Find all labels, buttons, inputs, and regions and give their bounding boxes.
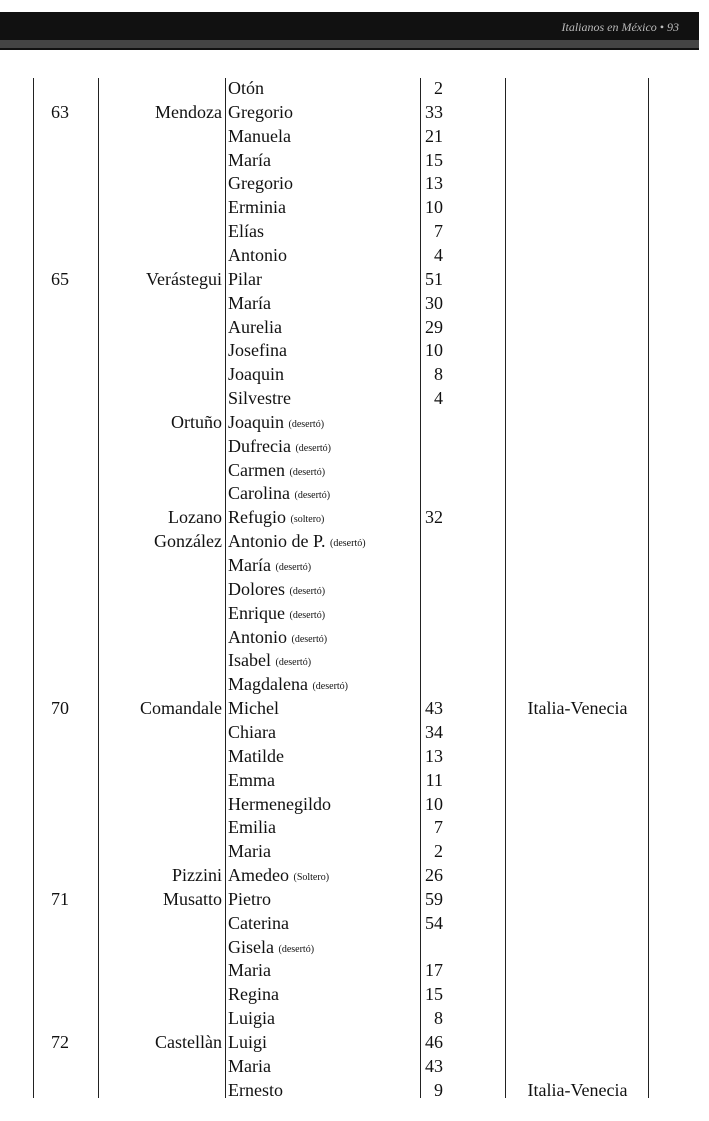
first-name xyxy=(228,1030,267,1054)
origin-place: Italia-Venecia xyxy=(527,1079,628,1100)
first-name-text: Amedeo xyxy=(228,865,289,886)
table-row xyxy=(0,410,709,434)
entry-number: 72 xyxy=(51,1032,69,1052)
first-name-text: Antonio de P. xyxy=(228,531,326,552)
table-row xyxy=(0,267,709,291)
status-note: (Soltero) xyxy=(293,872,330,884)
first-name-text: Carmen xyxy=(228,459,285,480)
family-name: Pizzini xyxy=(172,865,222,886)
first-name xyxy=(228,100,293,124)
table-row xyxy=(0,505,709,529)
table-row xyxy=(0,171,709,195)
entry-number: 63 xyxy=(51,101,69,122)
first-name xyxy=(228,219,264,243)
first-name-text: Maria xyxy=(228,1055,271,1076)
table-row xyxy=(0,100,709,124)
table-row xyxy=(0,458,709,482)
first-name-text: Carolina xyxy=(228,483,290,504)
age: 30 xyxy=(425,292,443,313)
age: 4 xyxy=(434,244,443,265)
first-name xyxy=(228,1054,271,1078)
table-row xyxy=(0,362,709,386)
first-name-text: María xyxy=(228,292,271,313)
first-name xyxy=(228,315,282,339)
family-name: Lozano xyxy=(168,507,222,528)
first-name xyxy=(228,338,287,362)
first-name xyxy=(228,243,287,267)
first-name-text: Isabel xyxy=(228,650,271,671)
status-note: (soltero) xyxy=(290,514,325,526)
first-name xyxy=(228,768,275,792)
age: 46 xyxy=(425,1032,443,1052)
age: 33 xyxy=(425,101,443,122)
table-row xyxy=(0,696,709,720)
age: 15 xyxy=(425,984,443,1005)
first-name-text: Pilar xyxy=(228,268,262,289)
age: 26 xyxy=(425,865,443,886)
first-name-text: María xyxy=(228,555,271,575)
first-name xyxy=(228,720,276,744)
first-name xyxy=(228,148,271,172)
status-note: (desertó) xyxy=(291,633,328,645)
first-name-text: Erminia xyxy=(228,197,286,218)
first-name-text: Gregorio xyxy=(228,101,293,122)
age: 43 xyxy=(425,1055,443,1076)
table-row xyxy=(0,291,709,315)
first-name-text: Antonio xyxy=(228,244,288,265)
table-row xyxy=(0,1078,709,1102)
first-name xyxy=(228,839,271,863)
first-name-text: Emilia xyxy=(228,817,276,838)
origin-place: Italia-Venecia xyxy=(527,698,628,719)
table-row xyxy=(0,958,709,982)
age: 34 xyxy=(425,721,443,742)
table-row xyxy=(0,720,709,744)
age: 15 xyxy=(425,149,443,170)
first-name-text: Silvestre xyxy=(228,388,291,409)
first-name-text: Antonio xyxy=(228,626,288,647)
first-name-text: Gisela xyxy=(228,936,274,957)
first-name-text: Maria xyxy=(228,960,271,981)
first-name-text: Chiara xyxy=(228,721,276,742)
first-name-text: Enrique xyxy=(228,602,285,623)
first-name-text: Dolores xyxy=(228,578,285,599)
table-row xyxy=(0,529,709,553)
age: 13 xyxy=(425,745,443,766)
age: 51 xyxy=(425,268,443,289)
family-name: Comandale xyxy=(140,698,222,719)
first-name-text: Michel xyxy=(228,698,279,719)
table-row xyxy=(0,839,709,863)
table-row xyxy=(0,481,709,505)
status-note: (desertó) xyxy=(295,442,332,454)
table-row xyxy=(0,219,709,243)
first-name xyxy=(228,792,331,816)
first-name xyxy=(228,696,279,720)
entry-number: 71 xyxy=(51,888,69,909)
first-name-text: Magdalena xyxy=(228,674,308,695)
first-name xyxy=(228,744,284,768)
age: 29 xyxy=(425,316,443,337)
entry-number: 65 xyxy=(51,268,69,289)
table-row xyxy=(0,815,709,839)
table-row xyxy=(0,672,709,696)
table-row xyxy=(0,553,709,577)
first-name xyxy=(228,195,286,219)
first-name xyxy=(228,171,293,195)
header-bar-shadow xyxy=(0,40,699,48)
age: 2 xyxy=(434,78,443,98)
first-name-text: Regina xyxy=(228,984,279,1005)
first-name-text: Matilde xyxy=(228,745,284,766)
status-note: (desertó) xyxy=(275,657,312,669)
age: 9 xyxy=(434,1079,443,1100)
status-note: (desertó) xyxy=(289,466,326,478)
age: 10 xyxy=(425,197,443,218)
age: 8 xyxy=(434,1008,443,1029)
table-row xyxy=(0,792,709,816)
status-note: (desertó) xyxy=(312,681,349,693)
table-row xyxy=(0,434,709,458)
first-name xyxy=(228,124,291,148)
age: 7 xyxy=(434,221,443,242)
first-name xyxy=(228,267,262,291)
age: 8 xyxy=(434,364,443,385)
first-name xyxy=(228,1078,283,1102)
family-name: Ortuño xyxy=(171,411,222,432)
table-row xyxy=(0,625,709,649)
age: 10 xyxy=(425,793,443,814)
first-name-text: Emma xyxy=(228,769,275,790)
status-note: (desertó) xyxy=(294,490,331,502)
status-note: (desertó) xyxy=(289,609,326,621)
table-row xyxy=(0,1030,709,1054)
first-name-text: Joaquin xyxy=(228,411,284,432)
status-note: (desertó) xyxy=(330,538,366,550)
table-row xyxy=(0,243,709,267)
age: 10 xyxy=(425,340,443,361)
first-name-text: Pietro xyxy=(228,888,271,909)
first-name-text: Hermenegildo xyxy=(228,793,331,814)
first-name xyxy=(228,386,291,410)
first-name-text: Luigi xyxy=(228,1032,267,1052)
first-name-text: Otón xyxy=(228,78,264,98)
first-name-text: Refugio xyxy=(228,507,286,528)
first-name xyxy=(228,76,264,100)
family-name: Musatto xyxy=(162,888,222,909)
table-row xyxy=(0,744,709,768)
status-note: (desertó) xyxy=(275,562,312,573)
first-name xyxy=(228,958,271,982)
table-row xyxy=(0,386,709,410)
first-name xyxy=(228,1006,275,1030)
table-row xyxy=(0,601,709,625)
table-row xyxy=(0,863,709,887)
table-row xyxy=(0,577,709,601)
table-row xyxy=(0,338,709,362)
first-name xyxy=(228,362,284,386)
family-name: Verástegui xyxy=(146,268,222,289)
age: 21 xyxy=(425,125,443,146)
first-name xyxy=(228,815,276,839)
age: 4 xyxy=(434,388,443,409)
first-name-text: Manuela xyxy=(228,125,291,146)
first-name-text: Dufrecia xyxy=(228,435,291,456)
status-note: (desertó) xyxy=(289,585,326,597)
first-name-text: María xyxy=(228,149,271,170)
table-row xyxy=(0,195,709,219)
age: 32 xyxy=(425,507,443,528)
family-name: González xyxy=(154,531,222,552)
first-name-text: Gregorio xyxy=(228,173,293,194)
running-title: Italianos en México • 93 xyxy=(561,20,679,34)
table-row xyxy=(0,315,709,339)
age: 54 xyxy=(425,912,443,933)
first-name-text: Elías xyxy=(228,221,264,242)
first-name xyxy=(228,291,271,315)
first-name xyxy=(228,982,279,1006)
status-note: (desertó) xyxy=(288,418,325,430)
age: 59 xyxy=(425,888,443,909)
first-name-text: Maria xyxy=(228,841,271,862)
age: 43 xyxy=(425,698,443,719)
table-row xyxy=(0,982,709,1006)
family-name: Mendoza xyxy=(155,101,222,122)
first-name-text: Luigia xyxy=(228,1008,275,1029)
age: 11 xyxy=(425,769,443,790)
first-name-text: Josefina xyxy=(228,340,287,361)
table-row xyxy=(0,124,709,148)
first-name-text: Caterina xyxy=(228,912,289,933)
table-row xyxy=(0,148,709,172)
status-note: (desertó) xyxy=(278,943,315,955)
table-row xyxy=(0,648,709,672)
table-row xyxy=(0,1054,709,1078)
table-row xyxy=(0,76,709,100)
age: 2 xyxy=(434,841,443,862)
family-name: Castellàn xyxy=(155,1032,222,1052)
first-name xyxy=(228,887,271,911)
age: 17 xyxy=(425,960,443,981)
first-name-text: Aurelia xyxy=(228,316,282,337)
first-name xyxy=(228,911,289,935)
age: 13 xyxy=(425,173,443,194)
entry-number: 70 xyxy=(51,698,69,719)
table-row xyxy=(0,911,709,935)
first-name-text: Joaquin xyxy=(228,364,284,385)
table-row xyxy=(0,887,709,911)
first-name-text: Ernesto xyxy=(228,1079,283,1100)
age: 7 xyxy=(434,817,443,838)
table-row xyxy=(0,935,709,959)
table-row xyxy=(0,1006,709,1030)
table-row xyxy=(0,768,709,792)
